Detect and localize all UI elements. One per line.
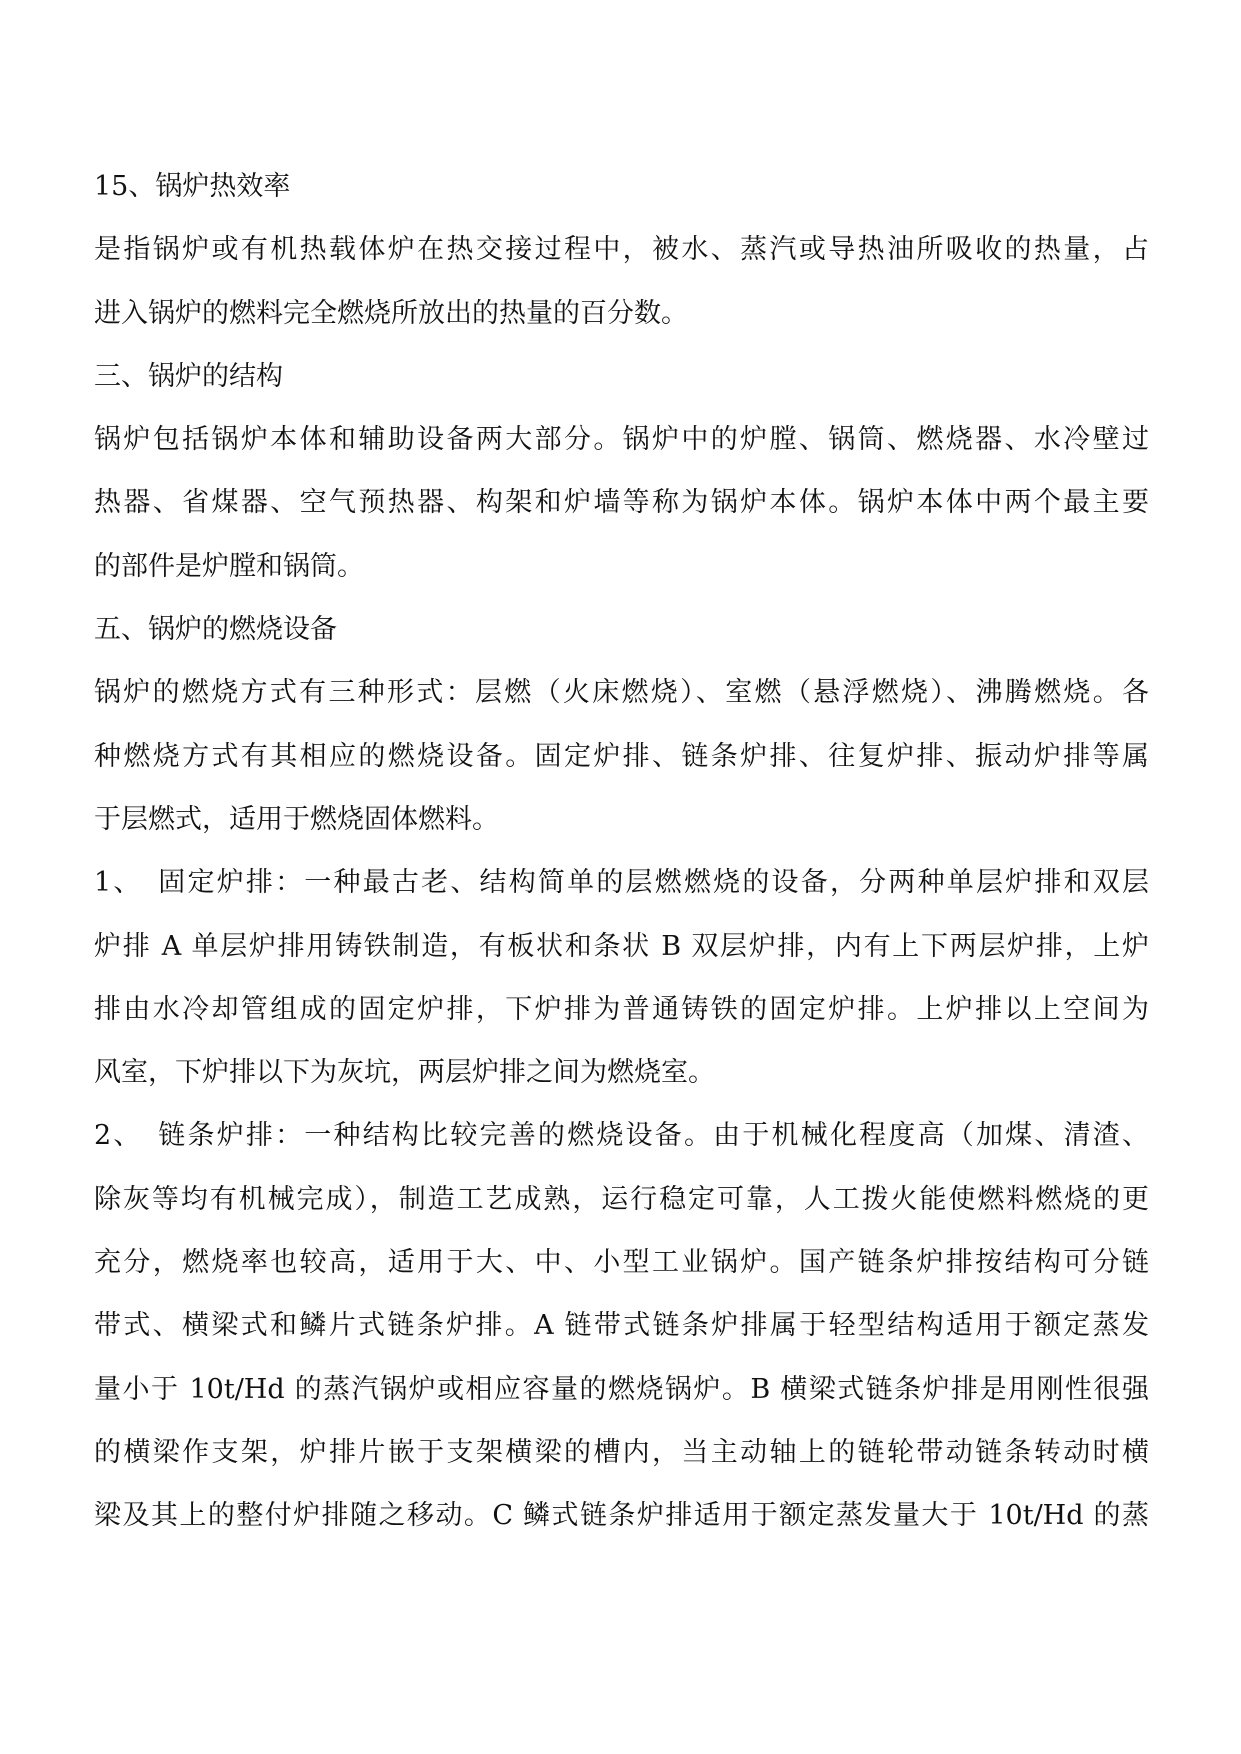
paragraph-line: 锅炉包括锅炉本体和辅助设备两大部分。锅炉中的炉膛、锅筒、燃烧器、水冷壁过 [94,424,1149,456]
paragraph-line: 除灰等均有机械完成），制造工艺成熟，运行稳定可靠，人工拨火能使燃料燃烧的更 [94,1183,1149,1215]
list-item-fixed-grate: 1、 固定炉排：一种最古老、结构简单的层燃燃烧的设备，分两种单层炉排和双层 [94,867,1149,899]
paragraph-line: 炉排 A 单层炉排用铸铁制造，有板状和条状 B 双层炉排，内有上下两层炉排，上炉 [94,930,1149,962]
paragraph-line: 进入锅炉的燃料完全燃烧所放出的热量的百分数。 [94,297,688,329]
paragraph-line: 热器、省煤器、空气预热器、构架和炉墙等称为锅炉本体。锅炉本体中两个最主要 [94,487,1149,519]
heading-15-boiler-efficiency: 15、锅炉热效率 [94,171,291,202]
paragraph-line: 是指锅炉或有机热载体炉在热交接过程中，被水、蒸汽或导热油所吸收的热量，占 [94,234,1149,266]
paragraph-line: 的部件是炉膛和锅筒。 [94,550,364,582]
paragraph-line: 排由水冷却管组成的固定炉排，下炉排为普通铸铁的固定炉排。上炉排以上空间为 [94,993,1149,1025]
document-body [94,155,1149,1548]
paragraph-line: 带式、横梁式和鳞片式链条炉排。A 链带式链条炉排属于轻型结构适用于额定蒸发 [94,1310,1149,1342]
paragraph-line: 于层燃式，适用于燃烧固体燃料。 [94,803,499,835]
heading-combustion-equipment: 五、锅炉的燃烧设备 [94,614,337,646]
paragraph-line: 的横梁作支架，炉排片嵌于支架横梁的槽内，当主动轴上的链轮带动链条转动时横 [94,1436,1149,1468]
paragraph-line: 量小于 10t/Hd 的蒸汽锅炉或相应容量的燃烧锅炉。B 横梁式链条炉排是用刚性很强 [94,1373,1149,1405]
paragraph-line: 种燃烧方式有其相应的燃烧设备。固定炉排、链条炉排、往复炉排、振动炉排等属 [94,740,1149,772]
heading-boiler-structure: 三、锅炉的结构 [94,360,283,392]
paragraph-line: 梁及其上的整付炉排随之移动。C 鳞式链条炉排适用于额定蒸发量大于 10t/Hd 的蒸 [94,1500,1149,1532]
paragraph-line: 锅炉的燃烧方式有三种形式：层燃（火床燃烧）、室燃（悬浮燃烧）、沸腾燃烧。各 [94,677,1149,709]
paragraph-line: 风室，下炉排以下为灰坑，两层炉排之间为燃烧室。 [94,1057,715,1089]
list-item-chain-grate: 2、 链条炉排：一种结构比较完善的燃烧设备。由于机械化程度高（加煤、清渣、 [94,1120,1149,1152]
paragraph-line: 充分，燃烧率也较高，适用于大、中、小型工业锅炉。国产链条炉排按结构可分链 [94,1247,1149,1279]
